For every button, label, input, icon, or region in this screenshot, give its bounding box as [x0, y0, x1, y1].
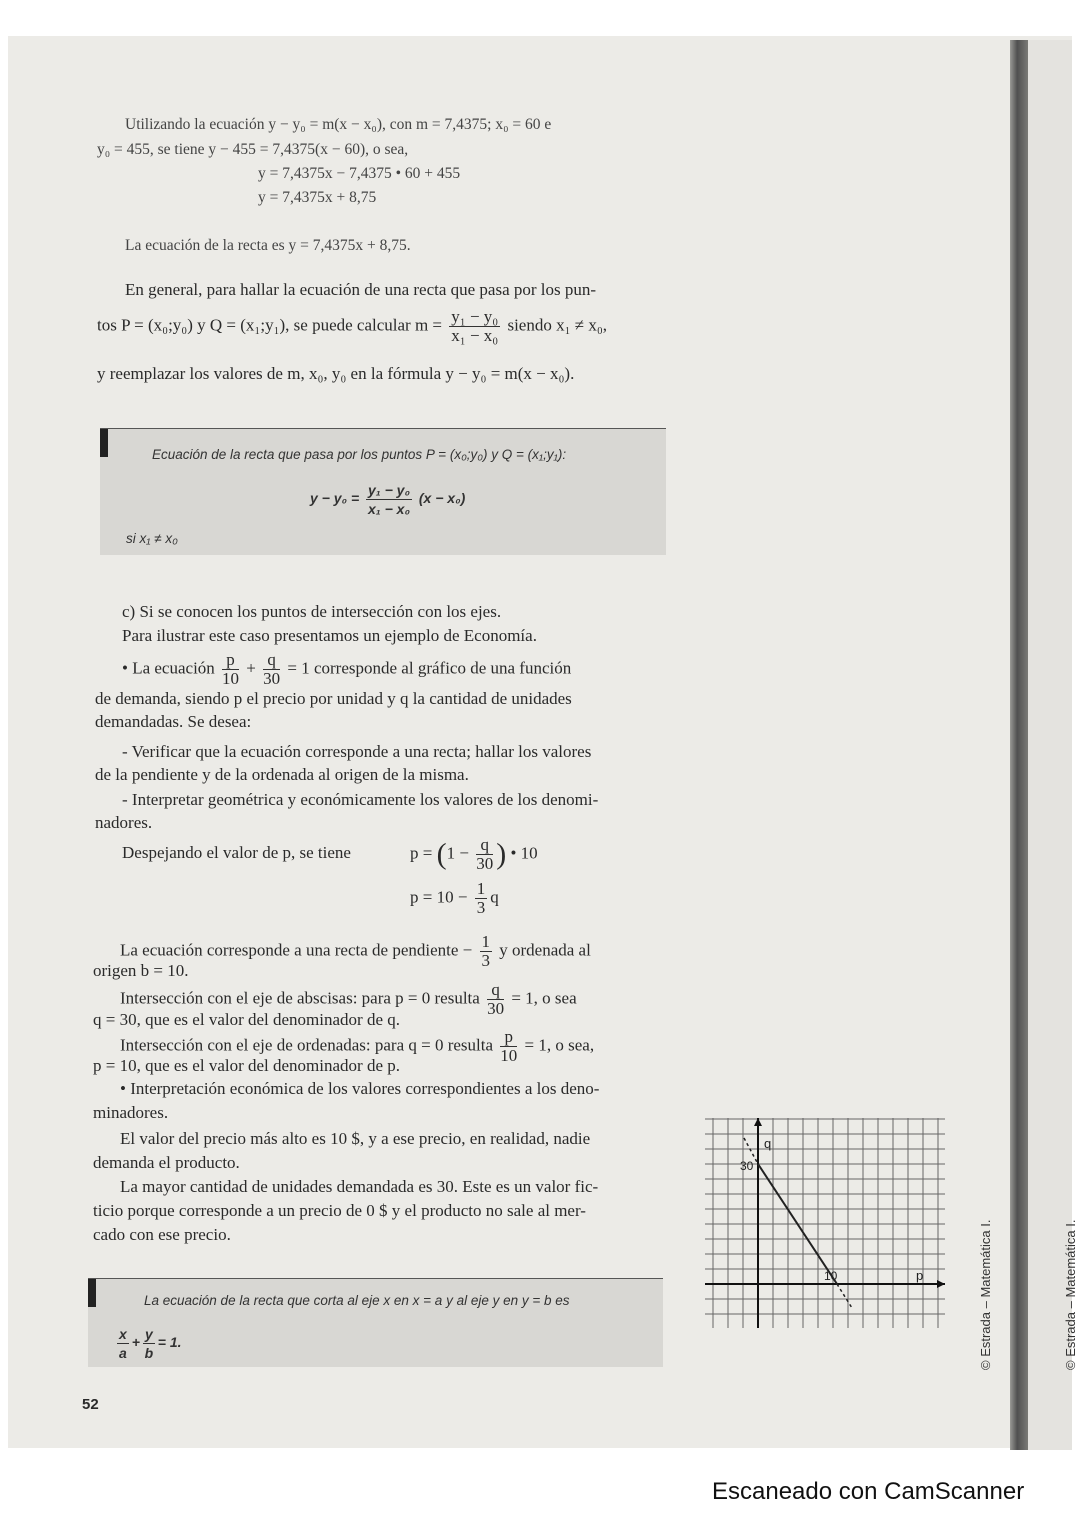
- slope-line: [120, 933, 591, 970]
- interp-b: minadores.: [93, 1103, 169, 1122]
- intro-line-2: y₀ = 455, se tiene y − 455 = 7,4375(x − 60), o sea,: [97, 141, 409, 158]
- eq1-fraction: [476, 836, 493, 873]
- eq1-num: q: [476, 836, 493, 855]
- demand-frac-p: [222, 651, 239, 688]
- slope-text-b: y ordenada al: [499, 940, 591, 960]
- eq1-lhs: p =: [410, 843, 433, 863]
- dash1-a: - Verificar que la ecuación corresponde a una recta; hallar los valores: [122, 742, 592, 761]
- equation-p-1: [410, 836, 538, 873]
- box1-condition: si x₁ ≠ x₀: [126, 531, 178, 546]
- ord-num: p: [500, 1028, 517, 1047]
- p-axis-arrow: [937, 1280, 945, 1288]
- qty-b: ticio porque corresponde a un precio de 0 $ y el producto no sale al mer-: [93, 1201, 586, 1220]
- absc-text-b: = 1, o sea: [511, 988, 577, 1008]
- slope-line-c: origen b = 10.: [93, 961, 189, 980]
- eq2-den: 3: [476, 898, 486, 917]
- box2-y: y: [144, 1326, 153, 1342]
- abscissa-line-c: q = 30, que es el valor del denominador de q.: [93, 1010, 401, 1029]
- ord-text-b: = 1, o sea,: [524, 1035, 595, 1055]
- demand-line-extension: [837, 1284, 852, 1308]
- slope-text: La ecuación corresponde a una recta de pendiente −: [120, 940, 473, 960]
- demand-frac-q-den: 30: [263, 669, 281, 688]
- demand-frac-q-num: q: [263, 651, 280, 670]
- box1-fraction: [366, 481, 412, 518]
- despejando-text: Despejando el valor de p, se tiene: [122, 843, 351, 862]
- eq2-fraction: [475, 880, 488, 917]
- slope-fraction-num: y₁ − y₀: [451, 307, 499, 326]
- slope-frac: [480, 933, 493, 970]
- eq2-lhs: p = 10 −: [410, 887, 468, 907]
- box1-rhs: (x − x₀): [418, 490, 466, 507]
- box2-marker: [88, 1279, 96, 1307]
- box2-title: La ecuación de la recta que corta al eje x en x = a y al eje y en y = b es: [144, 1293, 570, 1308]
- side-credit-2: © Estrada – Matemática I.: [1063, 1219, 1078, 1370]
- eq1-close-paren: ): [496, 837, 507, 871]
- ordinate-line-c: p = 10, que es el valor del denominador de p.: [93, 1056, 401, 1075]
- box2-plus: +: [131, 1334, 140, 1351]
- box1-den: x₁ − x₀: [368, 501, 410, 517]
- plus-sign: +: [246, 658, 256, 678]
- eq1-den: 30: [476, 854, 494, 873]
- book-spine: [1010, 40, 1028, 1450]
- general-line-2a: tos P = (x₀;y₀) y Q = (x₁;y₁), se puede calcular m =: [97, 315, 443, 335]
- formula-box-two-points: [100, 428, 666, 555]
- ord-den: 10: [500, 1046, 518, 1065]
- demand-line: de demanda, siendo p el precio por unidad y q la cantidad de unidades: [95, 689, 572, 708]
- absc-num: q: [487, 981, 504, 1000]
- absc-text: Intersección con el eje de abscisas: para p = 0 resulta: [120, 988, 480, 1008]
- qty-c: cado con ese precio.: [93, 1225, 231, 1244]
- box1-lhs: y − y₀ =: [310, 490, 360, 507]
- result-line: La ecuación de la recta es y = 7,4375x + 8,75.: [125, 237, 411, 254]
- general-line-2: [97, 308, 607, 345]
- price-b: demanda el producto.: [93, 1153, 240, 1172]
- graph-label-10: 10: [824, 1269, 838, 1283]
- general-line-1: En general, para hallar la ecuación de una recta que pasa por los pun-: [125, 280, 597, 299]
- box2-frac-y: [143, 1325, 155, 1362]
- general-line-2b: siendo x₁ ≠ x₀,: [507, 315, 608, 335]
- price-a: El valor del precio más alto es 10 $, y a ese precio, en realidad, nadie: [120, 1129, 591, 1148]
- bullet1-text: • La ecuación: [122, 658, 215, 678]
- box2-a: a: [119, 1345, 127, 1361]
- formula-box-intercepts: [88, 1278, 663, 1367]
- box-marker: [100, 429, 108, 457]
- page-number: 52: [82, 1396, 99, 1413]
- demand-line-2: demandadas. Se desea:: [95, 712, 252, 731]
- slope-fraction: [449, 308, 500, 345]
- interp-a: • Interpretación económica de los valores correspondientes a los deno-: [120, 1079, 600, 1098]
- eq2-q: q: [490, 887, 499, 907]
- equation-p-2: [410, 880, 499, 917]
- graph-label-30: 30: [740, 1159, 754, 1173]
- demand-frac-p-den: 10: [222, 669, 240, 688]
- bullet1-text-b: = 1 corresponde al gráfico de una función: [287, 658, 572, 678]
- eq1-open-paren: (: [436, 837, 447, 871]
- ord-text: Intersección con el eje de ordenadas: para q = 0 resulta: [120, 1035, 494, 1055]
- general-line-3: y reemplazar los valores de m, x₀, y₀ en la fórmula y − y₀ = m(x − x₀).: [97, 364, 575, 383]
- section-c-sub: Para ilustrar este caso presentamos un ejemplo de Economía.: [122, 626, 537, 645]
- box2-x: x: [119, 1326, 127, 1342]
- dash1-b: de la pendiente y de la ordenada al origen de la misma.: [95, 765, 469, 784]
- absc-den: 30: [487, 999, 505, 1018]
- box1-num: y₁ − y₀: [368, 482, 410, 498]
- slope-den: 3: [481, 951, 490, 970]
- box2-b: b: [144, 1345, 154, 1361]
- demand-frac-p-num: p: [222, 651, 239, 670]
- slope-num: 1: [481, 932, 490, 951]
- graph-q-label: q: [764, 1136, 772, 1151]
- section-c-heading: c) Si se conocen los puntos de intersección con los ejes.: [122, 602, 502, 621]
- absc-frac: [487, 981, 504, 1018]
- demand-equation-line: [122, 651, 571, 688]
- box2-formula: [114, 1325, 182, 1362]
- box2-eq: = 1.: [157, 1334, 182, 1351]
- eq1-one: 1 −: [446, 843, 469, 863]
- intro-line-1: Utilizando la ecuación y − y₀ = m(x − x₀), con m = 7,4375; x₀ = 60 e: [125, 116, 552, 133]
- intro-line-3: y = 7,4375x − 7,4375 • 60 + 455: [258, 165, 461, 182]
- side-credit-1: © Estrada – Matemática I.: [978, 1219, 993, 1370]
- eq1-rhs: • 10: [510, 843, 538, 863]
- slope-fraction-den: x₁ − x₀: [451, 326, 499, 345]
- box2-frac-x: [117, 1325, 129, 1362]
- eq2-num: 1: [476, 879, 486, 898]
- demand-graph: [700, 1118, 950, 1330]
- ord-frac: [500, 1028, 517, 1065]
- dash2-a: - Interpretar geométrica y económicamente los valores de los denomi-: [122, 790, 599, 809]
- scanner-footer: Escaneado con CamScanner: [712, 1478, 1025, 1505]
- demand-frac-q: [263, 651, 280, 688]
- dash2-b: nadores.: [95, 813, 153, 832]
- graph-p-label: p: [916, 1268, 924, 1283]
- intro-line-4: y = 7,4375x + 8,75: [258, 189, 377, 206]
- graph-grid: [705, 1118, 945, 1328]
- box1-title: Ecuación de la recta que pasa por los puntos P = (x₀;y₀) y Q = (x₁;y₁):: [152, 447, 567, 462]
- box1-formula: [310, 481, 465, 518]
- qty-a: La mayor cantidad de unidades demandada es 30. Este es un valor fic-: [120, 1177, 599, 1196]
